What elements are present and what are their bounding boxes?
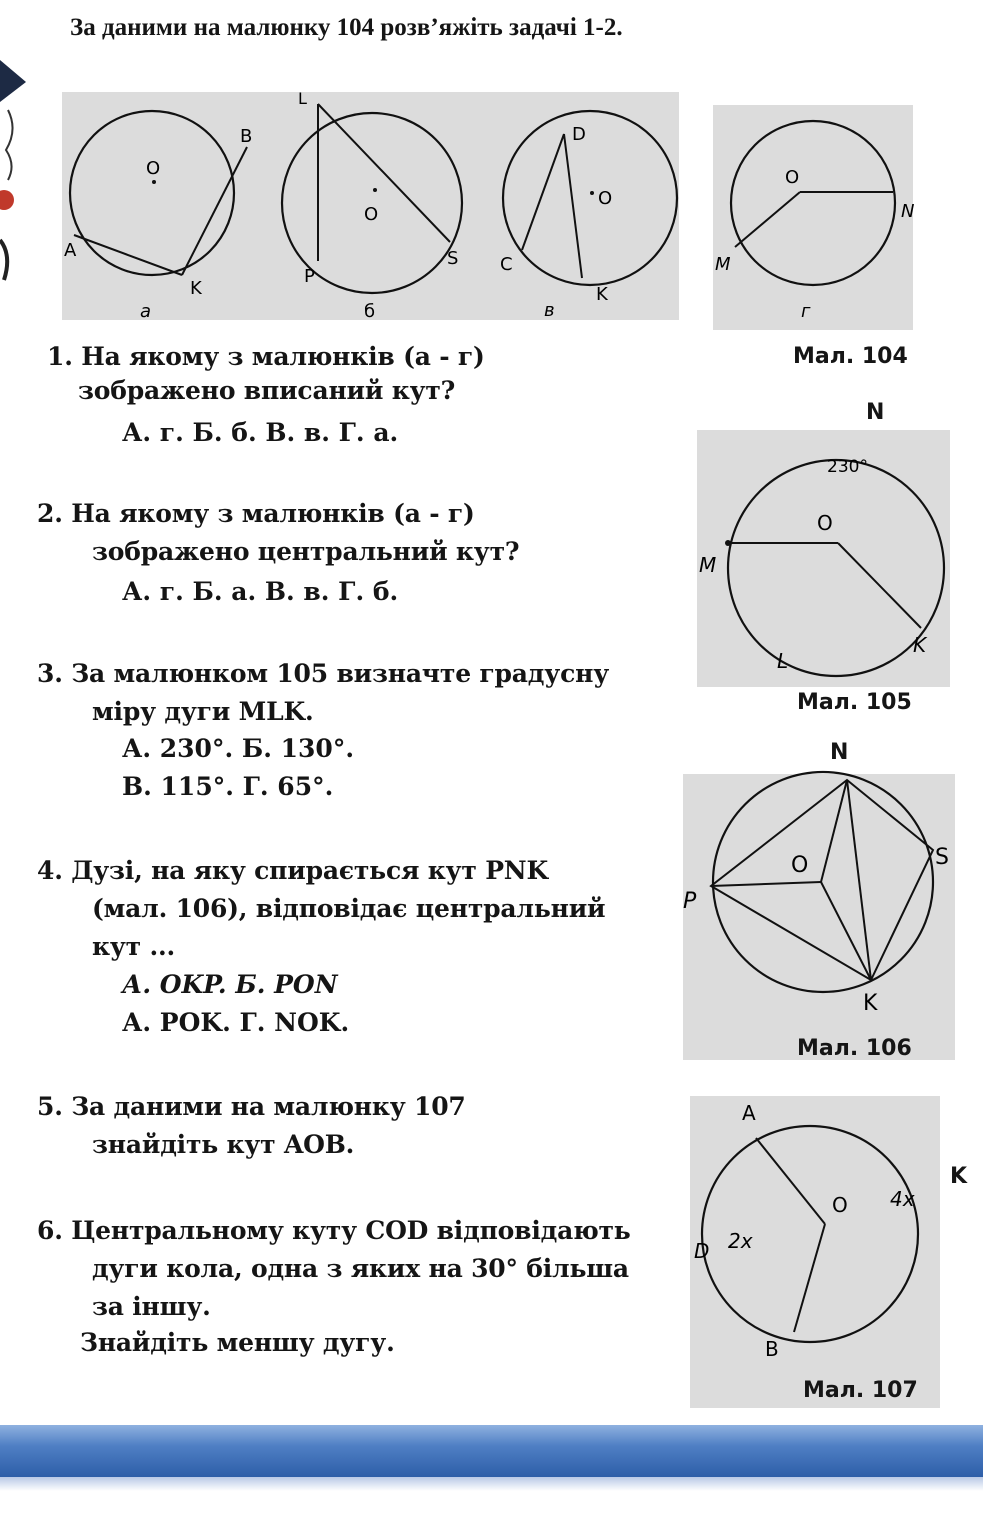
fig107-caption: Мал. 107 — [803, 1378, 918, 1403]
fig104b-label-s: S — [447, 248, 459, 269]
fig106-caption: Мал. 106 — [797, 1036, 912, 1061]
fig106-label-k: K — [863, 991, 878, 1016]
fig104b-sub: б — [364, 301, 376, 322]
fig104-caption: Мал. 104 — [793, 344, 908, 369]
fig104v-label-k: K — [596, 284, 608, 305]
figure-106 — [683, 774, 955, 1060]
decorative-fragment — [0, 40, 30, 300]
task-1-answers: А. г. Б. б. В. в. Г. а. — [122, 418, 399, 447]
figure-104-g — [713, 105, 913, 330]
task-6-line-2: дуги кола, одна з яких на 30° більша — [92, 1254, 629, 1283]
task-6-line-3: за іншу. — [92, 1292, 211, 1321]
fig104v-label-o: O — [598, 188, 613, 209]
fig104a-label-k: K — [190, 278, 202, 299]
task-5-line-2: знайдіть кут AOB. — [92, 1130, 355, 1159]
fig106-label-s: S — [935, 845, 949, 870]
fig107-label-k: K — [950, 1164, 968, 1189]
fig104v-sub: в — [544, 300, 555, 321]
fig104v-label-d: D — [572, 124, 586, 145]
task-1-line-2: зображено вписаний кут? — [78, 376, 456, 405]
fig104g-label-n: N — [901, 201, 915, 222]
fig105-label-l: L — [777, 649, 789, 673]
task-1-line-1: 1. На якому з малюнків (а - г) — [47, 342, 485, 371]
task-5-line-1: 5. За даними на малюнку 107 — [37, 1092, 466, 1121]
fig104a-label-o: O — [146, 158, 161, 179]
fig105-label-230: 230° — [827, 457, 868, 477]
fig107-label-a: A — [742, 1101, 756, 1125]
task-3-line-1: 3. За малюнком 105 визначте градусну — [37, 659, 609, 688]
fig105-label-o: O — [817, 511, 833, 535]
task-4-line-1: 4. Дузі, на яку спирається кут PNK — [37, 856, 548, 885]
fig104a-label-a: A — [64, 240, 77, 261]
fig104g-sub: г — [801, 301, 811, 322]
fig106-label-n: N — [830, 740, 849, 765]
task-4-answers-2: А. POK. Г. NOK. — [122, 1008, 350, 1037]
task-3-line-2: міру дуги MLK. — [92, 697, 314, 726]
fig104v-label-c: C — [500, 254, 513, 275]
fig104g-label-o: O — [785, 167, 800, 188]
figure-104-abv — [62, 89, 679, 322]
bottom-bar-shadow — [0, 1477, 983, 1491]
task-4-answers-1: А. OKP. Б. PON — [122, 970, 338, 999]
fig107-label-2x: 2x — [728, 1229, 753, 1253]
task-2-answers: А. г. Б. а. В. в. Г. б. — [122, 577, 399, 606]
fig107-label-4x: 4x — [890, 1187, 915, 1211]
figure-105 — [697, 430, 950, 687]
fig106-label-p: P — [683, 889, 697, 914]
fig107-label-b: B — [765, 1337, 779, 1361]
fig104a-label-b: B — [240, 126, 253, 147]
task-6-line-4: Знайдіть меншу дугу. — [80, 1328, 395, 1357]
task-3-answers-2: В. 115°. Г. 65°. — [122, 772, 334, 801]
fig104a-sub: а — [140, 301, 152, 322]
task-4-line-2: (мал. 106), відповідає центральний — [92, 894, 606, 923]
task-3-answers-1: А. 230°. Б. 130°. — [122, 734, 355, 763]
fig104b-label-o: O — [364, 204, 379, 225]
fig105-caption: Мал. 105 — [797, 690, 912, 715]
fig105-label-m: M — [699, 553, 717, 577]
header-instruction: За даними на малюнку 104 розв’яжіть задачі 1-2. — [70, 14, 623, 41]
task-2-line-1: 2. На якому з малюнків (а - г) — [37, 499, 475, 528]
fig105-label-k: K — [913, 633, 927, 657]
task-2-line-2: зображено центральний кут? — [92, 537, 520, 566]
fig107-label-d: D — [694, 1239, 710, 1263]
fig107-label-o: O — [832, 1193, 848, 1217]
fig106-label-o: O — [791, 853, 809, 878]
fig104b-label-p: P — [304, 266, 315, 287]
figure-107 — [690, 1096, 940, 1408]
task-4-line-3: кут ... — [92, 932, 175, 961]
bottom-decorative-bar — [0, 1425, 983, 1477]
fig104b-label-l: L — [298, 89, 307, 108]
task-6-line-1: 6. Центральному куту COD відповідають — [37, 1216, 631, 1245]
fig104g-label-m: M — [715, 254, 731, 275]
fig105-label-n: N — [866, 400, 885, 425]
